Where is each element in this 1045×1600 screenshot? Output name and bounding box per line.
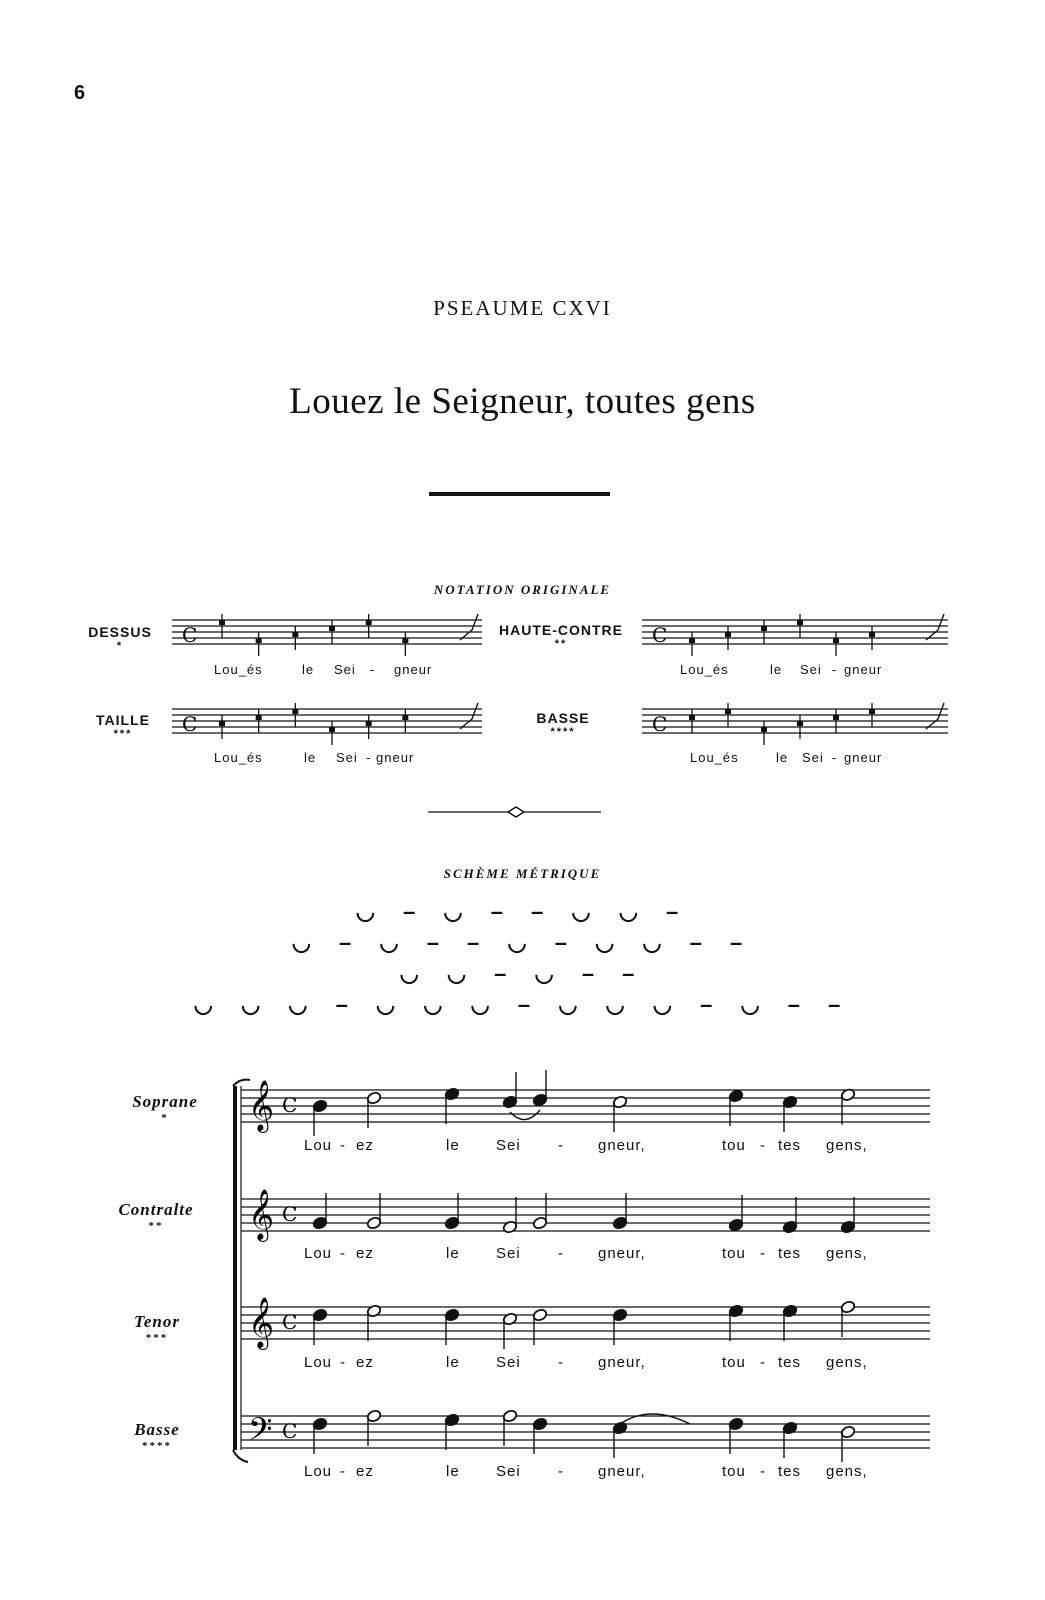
score-syllable: gens, (826, 1137, 868, 1154)
bracket-hook-bottom (233, 1450, 248, 1462)
score-syllable: Sei (496, 1137, 521, 1154)
original-note-head (869, 709, 875, 714)
c-time-signature: C (652, 712, 668, 736)
staff-stars: * (161, 1112, 169, 1124)
score-syllable: - (340, 1354, 346, 1371)
treble-clef-icon: 𝄞 (248, 1297, 275, 1348)
score-syllable: gens, (826, 1354, 868, 1371)
score-syllable: Sei (496, 1245, 521, 1262)
original-note-head (402, 715, 408, 720)
original-note-head (689, 715, 695, 720)
score-syllable: Lou (304, 1137, 333, 1154)
lyric: le (302, 662, 315, 677)
divider-diamond (508, 807, 524, 817)
voice-name: BASSE (536, 710, 590, 726)
original-note-head (869, 632, 875, 637)
score-syllable: - (760, 1137, 766, 1154)
bass-clef-icon: 𝄢 (248, 1411, 273, 1455)
c-time-signature: C (282, 1093, 298, 1117)
lyric: Lou_és (214, 750, 263, 765)
score-syllable: - (760, 1354, 766, 1371)
lyric: Sei (336, 750, 358, 765)
voice-stars: **** (550, 726, 576, 738)
score-syllable: ez (356, 1137, 374, 1154)
score-syllable: tou (722, 1137, 746, 1154)
c-time-signature: C (282, 1419, 298, 1443)
lyric: Lou_és (214, 662, 263, 677)
score-syllable: tes (778, 1245, 802, 1262)
score-syllable: gens, (826, 1463, 868, 1480)
original-note-head (797, 620, 803, 625)
original-note-head (833, 638, 839, 643)
score-syllable: - (340, 1463, 346, 1480)
voice-name: HAUTE-CONTRE (499, 622, 623, 638)
score-syllable: le (446, 1137, 460, 1154)
original-note-head (256, 715, 262, 720)
treble-clef-icon: 𝄞 (248, 1189, 275, 1240)
score-syllable: le (446, 1354, 460, 1371)
score-syllable: tou (722, 1245, 746, 1262)
score-syllable: Sei (496, 1354, 521, 1371)
original-note-head (725, 709, 731, 714)
metric-heading: SCHÈME MÉTRIQUE (443, 866, 602, 881)
page-number: 6 (74, 82, 86, 104)
lyric: Lou_és (680, 662, 729, 677)
staff-stars: *** (145, 1332, 169, 1344)
score-syllable: Sei (496, 1463, 521, 1480)
lyric: - (832, 662, 838, 677)
voice-stars: ** (554, 638, 568, 650)
lyric: gneur (376, 750, 415, 765)
staff-name: Basse (134, 1420, 180, 1439)
score-syllable: ez (356, 1245, 374, 1262)
staff-stars: **** (142, 1440, 172, 1452)
score-syllable: - (340, 1137, 346, 1154)
original-note-head (292, 709, 298, 714)
score-syllable: gneur, (598, 1463, 646, 1480)
score-syllable: ez (356, 1354, 374, 1371)
original-note-head (292, 632, 298, 637)
score-syllable: gens, (826, 1245, 868, 1262)
score-syllable: Lou (304, 1245, 333, 1262)
original-note-head (219, 620, 225, 625)
psalm-heading: PSEAUME CXVI (433, 296, 612, 320)
custos-mark (926, 614, 944, 640)
staff-name: Soprane (132, 1092, 198, 1111)
lyric: le (304, 750, 317, 765)
score-syllable: le (446, 1463, 460, 1480)
custos-mark (926, 703, 944, 729)
c-time-signature: C (652, 623, 668, 647)
original-note-head (689, 638, 695, 643)
lyric: - (370, 662, 376, 677)
score-syllable: tes (778, 1354, 802, 1371)
score-syllable: gneur, (598, 1245, 646, 1262)
notation-heading: NOTATION ORIGINALE (433, 582, 612, 597)
metric-line-3: ◡ ◡ – ◡ – – (399, 961, 646, 986)
original-note-head (219, 721, 225, 726)
original-note-head (797, 721, 803, 726)
lyric: Sei (800, 662, 822, 677)
score-syllable: - (760, 1463, 766, 1480)
lyric: Sei (802, 750, 824, 765)
lyric: gneur (844, 662, 883, 677)
staff-name: Contralte (118, 1200, 194, 1219)
score-syllable: - (760, 1245, 766, 1262)
voice-name: DESSUS (88, 624, 152, 640)
lyric: gneur (844, 750, 883, 765)
treble-clef-icon: 𝄞 (248, 1080, 275, 1131)
c-time-signature: C (182, 623, 198, 647)
c-time-signature: C (282, 1310, 298, 1334)
score-syllable: gneur, (598, 1354, 646, 1371)
page-title: Louez le Seigneur, toutes gens (289, 381, 756, 422)
original-note-head (761, 626, 767, 631)
c-time-signature: C (282, 1202, 298, 1226)
lyric: - (366, 750, 372, 765)
score-syllable: ez (356, 1463, 374, 1480)
voice-stars: *** (113, 728, 133, 740)
lyric: gneur (394, 662, 433, 677)
custos-mark (460, 703, 478, 729)
voice-stars: * (116, 640, 124, 652)
original-note-head (761, 727, 767, 732)
lyric: Lou_és (690, 750, 739, 765)
score-syllable: - (558, 1463, 564, 1480)
voice-name: TAILLE (96, 712, 150, 728)
lyric: Sei (334, 662, 356, 677)
score-syllable: tou (722, 1463, 746, 1480)
metric-line-1: ◡ – ◡ – – ◡ ◡ – (355, 899, 690, 924)
c-time-signature: C (182, 712, 198, 736)
staff-stars: ** (148, 1220, 164, 1232)
original-note-head (329, 727, 335, 732)
original-note-head (366, 620, 372, 625)
score-syllable: - (340, 1245, 346, 1262)
score-syllable: - (558, 1245, 564, 1262)
original-note-head (366, 721, 372, 726)
score-syllable: - (558, 1137, 564, 1154)
metric-line-2: ◡ – ◡ – – ◡ – ◡ ◡ – – (291, 930, 754, 955)
score-syllable: tes (778, 1463, 802, 1480)
score-syllable: tou (722, 1354, 746, 1371)
staff-name: Tenor (134, 1312, 180, 1331)
slur (510, 1110, 540, 1120)
original-note-head (402, 638, 408, 643)
score-syllable: - (558, 1354, 564, 1371)
lyric: le (776, 750, 789, 765)
original-note-head (329, 626, 335, 631)
lyric: le (770, 662, 783, 677)
original-note-head (256, 638, 262, 643)
score-syllable: Lou (304, 1354, 333, 1371)
lyric: - (832, 750, 838, 765)
original-note-head (833, 715, 839, 720)
metric-line-4: ◡ ◡ ◡ – ◡ ◡ ◡ – ◡ ◡ ◡ – ◡ – – (193, 992, 852, 1017)
custos-mark (460, 614, 478, 640)
score-syllable: tes (778, 1137, 802, 1154)
score-syllable: le (446, 1245, 460, 1262)
original-note-head (725, 632, 731, 637)
score-syllable: Lou (304, 1463, 333, 1480)
score-syllable: gneur, (598, 1137, 646, 1154)
